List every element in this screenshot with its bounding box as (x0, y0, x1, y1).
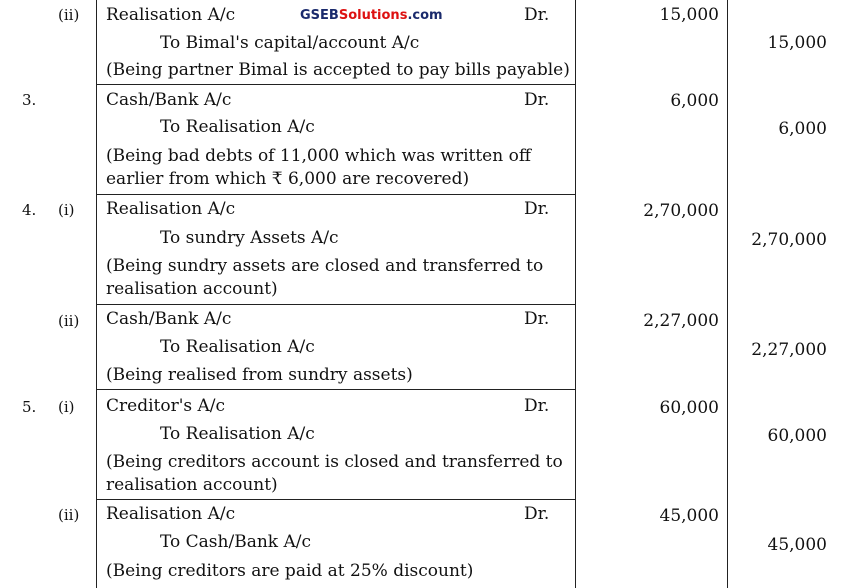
debit-amount: 6,000 (670, 91, 719, 111)
entry-number: 5. (22, 398, 37, 416)
row-separator (96, 499, 576, 500)
debit-amount: 2,70,000 (643, 201, 719, 221)
row-separator (96, 389, 576, 390)
credit-account: To Realisation A/c (160, 337, 315, 357)
dr-label: Dr. (524, 396, 550, 416)
entry-number: (ii) (58, 312, 80, 330)
row-separator (96, 194, 576, 195)
dr-label: Dr. (524, 309, 550, 329)
entry-subnumber: (i) (58, 398, 75, 416)
credit-amount: 60,000 (767, 426, 827, 446)
narration-cont: realisation account) (106, 475, 278, 495)
credit-amount: 2,27,000 (751, 340, 827, 360)
narration: (Being bad debts of 11,000 which was written off (106, 146, 531, 166)
debit-account: Realisation A/c (106, 5, 236, 25)
narration: (Being creditors account is closed and transferred to (106, 452, 563, 472)
entry-number: (ii) (58, 6, 80, 24)
credit-amount: 15,000 (767, 33, 827, 53)
site-watermark: GSEBSolutions.com (300, 8, 443, 23)
credit-account: To Realisation A/c (160, 424, 315, 444)
debit-account: Realisation A/c (106, 199, 236, 219)
column-rule (727, 0, 728, 588)
narration: (Being realised from sundry assets) (106, 365, 413, 385)
credit-amount: 6,000 (778, 119, 827, 139)
credit-account: To Bimal's capital/account A/c (160, 33, 420, 53)
debit-amount: 2,27,000 (643, 311, 719, 331)
entry-subnumber: (i) (58, 201, 75, 219)
narration: (Being creditors are paid at 25% discount) (106, 561, 474, 581)
credit-account: To Realisation A/c (160, 117, 315, 137)
dr-label: Dr. (524, 5, 550, 25)
credit-account: To Cash/Bank A/c (160, 532, 312, 552)
credit-amount: 45,000 (767, 535, 827, 555)
narration-cont: realisation account) (106, 279, 278, 299)
debit-amount: 15,000 (659, 5, 719, 25)
dr-label: Dr. (524, 90, 550, 110)
narration-cont: earlier from which ₹ 6,000 are recovered) (106, 169, 470, 189)
narration: (Being sundry assets are closed and transferred to (106, 256, 544, 276)
dr-label: Dr. (524, 504, 550, 524)
entry-number: (ii) (58, 506, 80, 524)
entry-number: 4. (22, 201, 37, 219)
narration: (Being partner Bimal is accepted to pay bills payable) (106, 60, 570, 80)
debit-amount: 45,000 (659, 506, 719, 526)
row-separator (96, 304, 576, 305)
debit-account: Cash/Bank A/c (106, 90, 232, 110)
credit-amount: 2,70,000 (751, 230, 827, 250)
debit-account: Cash/Bank A/c (106, 309, 232, 329)
debit-account: Creditor's A/c (106, 396, 226, 416)
debit-amount: 60,000 (659, 398, 719, 418)
dr-label: Dr. (524, 199, 550, 219)
credit-account: To sundry Assets A/c (160, 228, 339, 248)
debit-account: Realisation A/c (106, 504, 236, 524)
row-separator (96, 84, 576, 85)
entry-number: 3. (22, 91, 37, 109)
